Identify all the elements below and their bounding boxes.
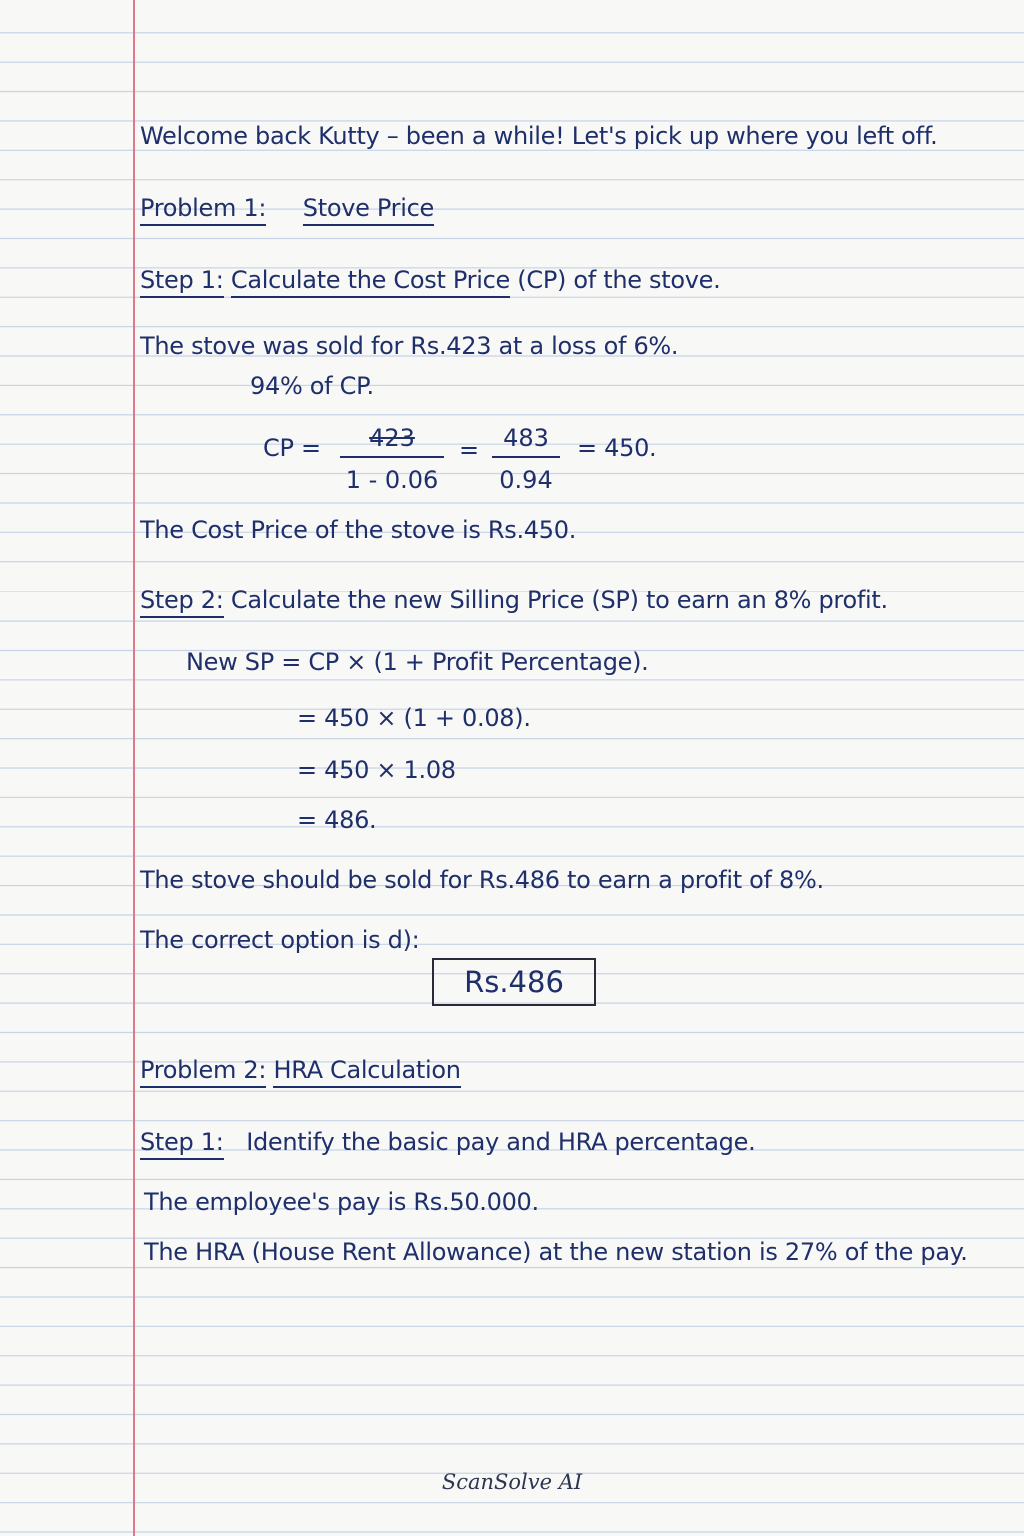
footer-brand: ScanSolve AI (441, 1470, 583, 1494)
sp-calc-3: = 486. (297, 806, 377, 834)
sp-calc-1: = 450 × (1 + 0.08). (297, 704, 531, 732)
p1-step1-heading (140, 268, 720, 292)
fraction-1-denominator: 1 - 0.06 (345, 466, 439, 494)
p2-step1-label: Step 1: (140, 1128, 224, 1160)
fraction-1 (340, 424, 444, 494)
sp-formula: New SP = CP × (1 + Profit Percentage). (186, 648, 649, 676)
p1-step2-label: Step 2: (140, 586, 224, 618)
p1-step1-rest: (CP) of the stove. (517, 266, 721, 294)
problem2-heading (140, 1058, 461, 1082)
problem2-title: HRA Calculation (273, 1056, 460, 1088)
sp-calc-2: = 450 × 1.08 (297, 756, 456, 784)
p2-step1-heading (140, 1130, 755, 1154)
p1-step1-conclusion: The Cost Price of the stove is Rs.450. (140, 516, 577, 544)
problem1-title: Stove Price (303, 194, 434, 226)
equals-sign: = (459, 436, 479, 464)
cp-result: = 450. (577, 434, 657, 462)
fraction-2 (492, 424, 560, 494)
p2-step1-line2: The HRA (House Rent Allowance) at the new station is 27% of the pay. (144, 1238, 968, 1266)
p1-step2-conclusion: The stove should be sold for Rs.486 to earn a profit of 8%. (140, 866, 824, 894)
greeting-text: Welcome back Kutty – been a while! Let's pick up where you left off. (140, 122, 938, 150)
correct-option-text: The correct option is d): (140, 926, 420, 954)
p2-step1-line1: The employee's pay is Rs.50.000. (144, 1188, 539, 1216)
p1-step1-line2: 94% of CP. (250, 372, 374, 400)
problem2-label: Problem 2: (140, 1056, 266, 1088)
p1-step1-line1: The stove was sold for Rs.423 at a loss of 6%. (140, 332, 679, 360)
fraction-2-numerator: 483 (492, 424, 560, 458)
p1-step2-title: Calculate the new Silling Price (SP) to earn an 8% profit. (230, 586, 888, 614)
fraction-2-denominator: 0.94 (499, 466, 553, 494)
answer-box: Rs.486 (432, 958, 596, 1006)
fraction-1-numerator: 423 (340, 424, 444, 458)
problem1-heading (140, 196, 434, 220)
margin-line (133, 0, 135, 1536)
p1-step1-label: Step 1: (140, 266, 224, 298)
p2-step1-title: Identify the basic pay and HRA percentage. (246, 1128, 756, 1156)
problem1-label: Problem 1: (140, 194, 266, 226)
p1-step2-heading (140, 588, 888, 612)
p1-step1-title: Calculate the Cost Price (231, 266, 510, 298)
cp-label: CP = (263, 434, 321, 462)
